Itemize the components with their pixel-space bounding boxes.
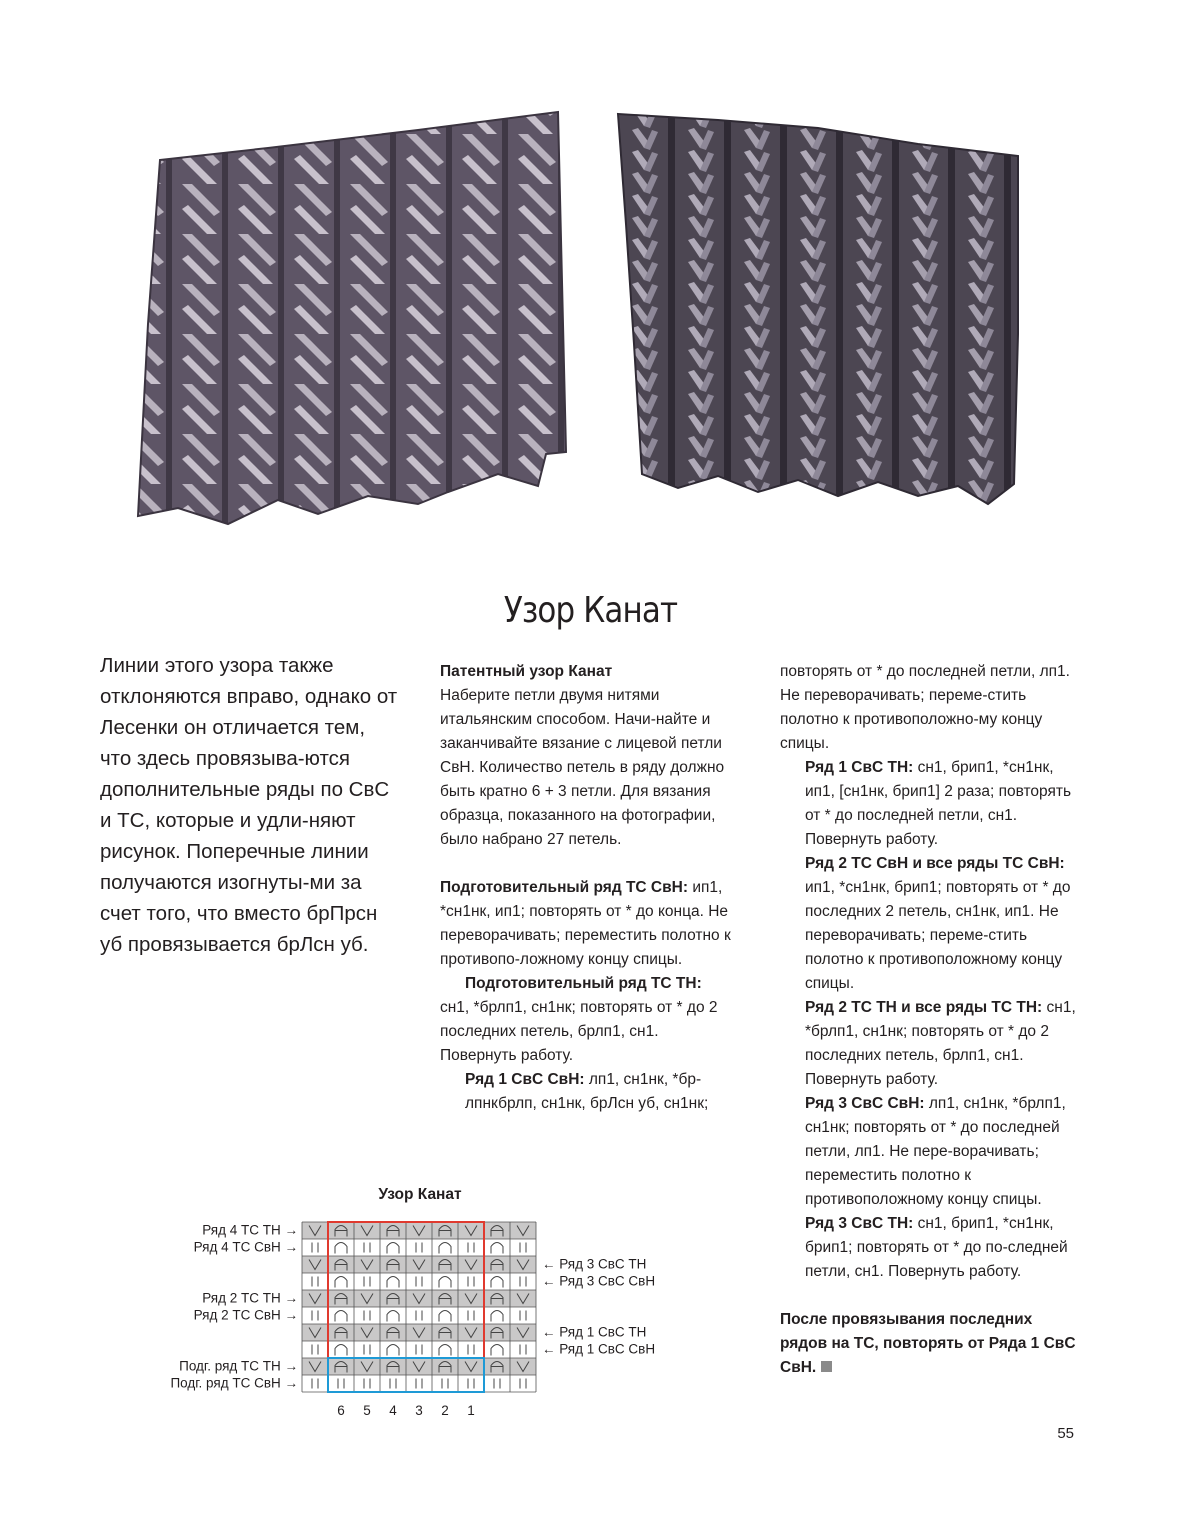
prep-row-dark-label: Подготовительный ряд ТС СвН: — [440, 879, 689, 896]
knit-symbol — [494, 1379, 500, 1389]
brioche-knit-symbol — [335, 1243, 347, 1254]
knit-symbol — [312, 1277, 318, 1287]
row3-dark-label: Ряд 3 СвС СвН: — [805, 1095, 925, 1112]
column-number: 6 — [337, 1403, 345, 1418]
brioche-knit-symbol — [387, 1311, 399, 1322]
column-number: 2 — [441, 1403, 449, 1418]
column-number: 4 — [389, 1403, 397, 1418]
brioche-knit-symbol — [491, 1277, 503, 1288]
knit-symbol — [390, 1379, 396, 1389]
knit-symbol — [364, 1277, 370, 1287]
row3-light-text: сн1, брип1, *сн1нк, брип1; повторять от * до по-следней петли, сн1. Повернуть работу. — [805, 1215, 1068, 1280]
knit-symbol — [520, 1243, 526, 1253]
knit-symbol — [520, 1345, 526, 1355]
knit-symbol — [312, 1345, 318, 1355]
swatch-photos — [118, 84, 1068, 544]
brioche-knit-symbol — [387, 1345, 399, 1356]
row-label-left: Ряд 2 ТС ТН → — [202, 1290, 298, 1306]
row1-light-label: Ряд 1 СвС ТН: — [805, 759, 914, 776]
brioche-knit-symbol — [387, 1243, 399, 1254]
brioche-knit-symbol — [439, 1277, 451, 1288]
row2-light-text: сн1, *брлп1, сн1нк; повторять от * до 2 последних петель, брлп1, сн1. Повернуть работу. — [805, 999, 1076, 1088]
knit-symbol — [312, 1379, 318, 1389]
row-label-left: Ряд 4 ТС ТН → — [202, 1222, 298, 1238]
knit-symbol — [364, 1311, 370, 1321]
row-label-left: Ряд 4 ТС СвН → — [193, 1239, 298, 1255]
chart-title: Узор Канат — [378, 1186, 462, 1203]
row2-light-label: Ряд 2 ТС ТН и все ряды ТС ТН: — [805, 999, 1043, 1016]
swatch-photos-svg — [118, 84, 1068, 544]
knit-symbol — [468, 1277, 474, 1287]
brioche-knit-symbol — [491, 1311, 503, 1322]
knit-symbol — [468, 1345, 474, 1355]
column-number: 5 — [363, 1403, 371, 1418]
knit-symbol — [442, 1379, 448, 1389]
column-number: 1 — [467, 1403, 475, 1418]
brioche-knit-symbol — [439, 1345, 451, 1356]
row3-light-label: Ряд 3 СвС ТН: — [805, 1215, 914, 1232]
brioche-knit-symbol — [387, 1277, 399, 1288]
knit-symbol — [416, 1379, 422, 1389]
prep-row-light — [440, 972, 735, 996]
row3-dark — [780, 1092, 1080, 1212]
row1-dark-text: лп1, сн1нк, *бр-лпнкбрлп, сн1нк, брЛсн уб, сн1нк; — [465, 1071, 709, 1112]
knit-symbol — [416, 1277, 422, 1287]
closing-text: После провязывания последних рядов на ТС, повторять от Ряда 1 СвС СвН. — [780, 1311, 1076, 1376]
row-label-right: ← Ряд 1 СвС ТН — [542, 1324, 647, 1340]
knit-symbol — [416, 1345, 422, 1355]
row1-dark — [440, 1068, 735, 1116]
knit-symbol — [520, 1379, 526, 1389]
page-title: Узор Канат — [503, 590, 678, 631]
knit-symbol — [520, 1311, 526, 1321]
row1-light-text: сн1, брип1, *сн1нк, ип1, [сн1нк, брип1] 2 раза; повторять от * до последней петли, сн1. Повернуть работу. — [805, 759, 1072, 848]
instructions-column-2 — [780, 660, 1080, 1380]
row1-light — [780, 756, 1080, 852]
prep-row-light-text: сн1, *брлп1, сн1нк; повторять от * до 2 последних петель, брлп1, сн1. Повернуть работу. — [440, 999, 718, 1064]
brioche-knit-symbol — [491, 1345, 503, 1356]
brioche-knit-symbol — [439, 1243, 451, 1254]
pattern-heading: Патентный узор Канат — [440, 663, 613, 680]
closing-note — [780, 1308, 1080, 1380]
row-label-left: Ряд 2 ТС СвН → — [193, 1307, 298, 1323]
knit-symbol — [416, 1311, 422, 1321]
knit-symbol — [468, 1311, 474, 1321]
knit-symbol — [338, 1379, 344, 1389]
column-number: 3 — [415, 1403, 423, 1418]
prep-row-light-label: Подготовительный ряд ТС ТН: — [465, 975, 702, 992]
row2-light — [780, 996, 1080, 1092]
knit-symbol — [416, 1243, 422, 1253]
row-label-right: ← Ряд 1 СвС СвН — [542, 1341, 656, 1357]
knit-symbol — [468, 1379, 474, 1389]
knit-symbol — [468, 1243, 474, 1253]
intro-paragraph: Линии этого узора также отклоняются вправо, однако от Лесенки он отличается тем, что здесь провязыва-ются дополнительные ряды по СвС и ТС, которые и удли-няют рисунок. Поперечные линии получаются изогнуты-ми за счет того, что вместо брПрсн уб провязывается брЛсн уб. — [100, 654, 398, 956]
brioche-knit-symbol — [491, 1243, 503, 1254]
knitting-chart-svg — [140, 1210, 700, 1425]
knit-symbol — [312, 1243, 318, 1253]
prep-row-dark — [440, 876, 735, 972]
page-number: 55 — [1057, 1425, 1074, 1442]
row1-dark-continuation: повторять от * до последней петли, лп1. Не переворачивать; переме-стить полотно к противоположно-му концу спицы. — [780, 663, 1070, 752]
knit-symbol — [364, 1379, 370, 1389]
row3-dark-text: лп1, сн1нк, *брлп1, сн1нк; повторять от * до последней петли, лп1. Не пере-ворачивать; переместить полотно к противоположному концу спицы. — [805, 1095, 1066, 1208]
brioche-knit-symbol — [335, 1311, 347, 1322]
row-label-left: Подг. ряд ТС СвН → — [170, 1375, 298, 1391]
knit-symbol — [364, 1243, 370, 1253]
row2-dark — [780, 852, 1080, 996]
knit-symbol — [520, 1277, 526, 1287]
knit-symbol — [364, 1345, 370, 1355]
brioche-knit-symbol — [335, 1277, 347, 1288]
end-mark-icon — [821, 1361, 832, 1372]
brioche-knit-symbol — [335, 1345, 347, 1356]
row2-dark-text: ип1, *сн1нк, брип1; повторять от * до последних 2 петель, сн1нк, ип1. Не переворачивать; переме-стить полотно к противоположному концу спицы. — [805, 879, 1071, 992]
row-label-right: ← Ряд 3 СвС ТН — [542, 1256, 647, 1272]
knit-symbol — [312, 1311, 318, 1321]
cast-on-text: Наберите петли двумя нитями итальянским способом. Начи-найте и заканчивайте вязание с лицевой петли СвН. Количество петель в ряду должно быть кратно 6 + 3 петли. Для вязания образца, показанного на фотографии, было набрано 27 петель. — [440, 687, 725, 848]
prep-row-dark-text: ип1, *сн1нк, ип1; повторять от * до конца. Не переворачивать; переместить полотно к противопо-ложному концу спицы. — [440, 879, 731, 968]
knitting-chart — [140, 1210, 700, 1429]
left-swatch — [138, 112, 566, 524]
right-swatch — [618, 114, 1018, 504]
instructions-column-1 — [440, 660, 735, 1116]
row2-dark-label: Ряд 2 ТС СвН и все ряды ТС СвН: — [805, 855, 1065, 872]
row-label-left: Подг. ряд ТС ТН → — [179, 1358, 298, 1374]
row3-light — [780, 1212, 1080, 1284]
row-label-right: ← Ряд 3 СвС СвН — [542, 1273, 656, 1289]
brioche-knit-symbol — [439, 1311, 451, 1322]
row1-dark-label: Ряд 1 СвС СвН: — [465, 1071, 585, 1088]
